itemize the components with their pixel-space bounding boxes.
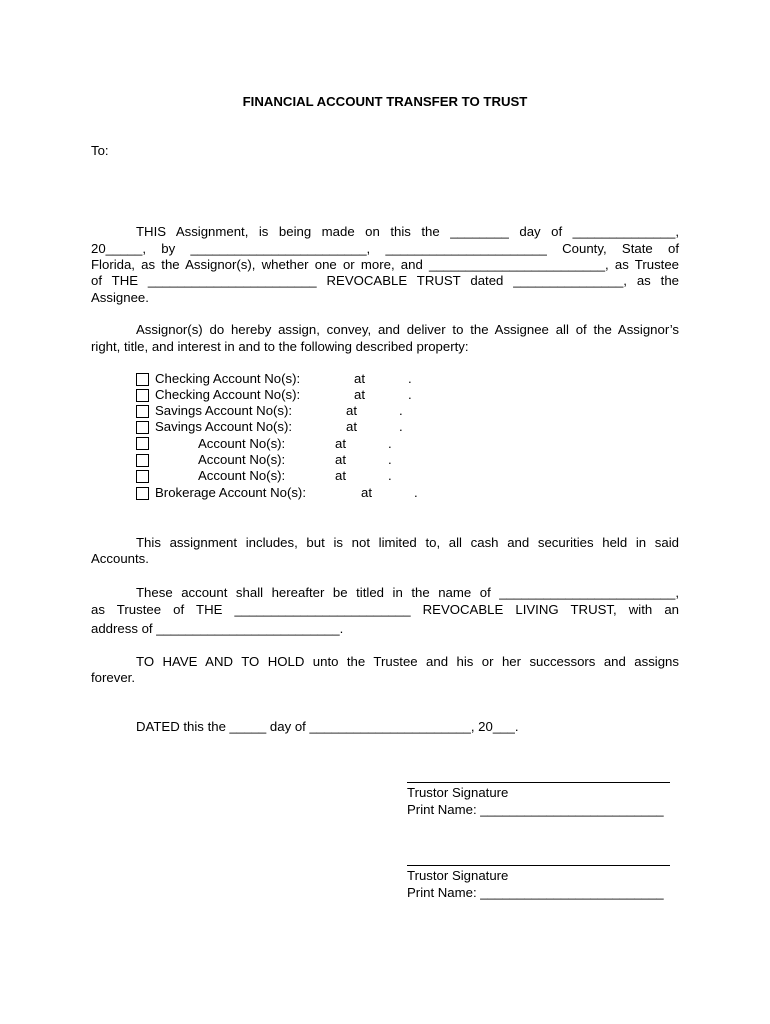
assignment-line-1: THIS Assignment, is being made on this the ________ day of ______________, [136, 224, 679, 239]
account-at: at [346, 419, 357, 434]
account-checkbox[interactable] [136, 470, 149, 483]
hold-line-1: TO HAVE AND TO HOLD unto the Trustee and his or her successors and assigns [136, 654, 679, 669]
signature-line[interactable] [407, 865, 670, 866]
account-checkbox[interactable] [136, 373, 149, 386]
account-label: Account No(s): [198, 436, 286, 451]
account-checkbox[interactable] [136, 437, 149, 450]
account-label: Checking Account No(s): [155, 371, 301, 386]
account-period: . [399, 403, 403, 418]
signature-line[interactable] [407, 782, 670, 783]
account-at: at [335, 468, 346, 483]
hold-line-2: forever. [91, 670, 135, 685]
account-at: at [335, 452, 346, 467]
account-label: Savings Account No(s): [155, 403, 293, 418]
account-period: . [408, 371, 412, 386]
account-period: . [388, 452, 392, 467]
account-label: Account No(s): [198, 468, 286, 483]
account-checkbox[interactable] [136, 421, 149, 434]
account-period: . [399, 419, 403, 434]
account-at: at [354, 387, 365, 402]
account-at: at [354, 371, 365, 386]
print-name-label: Print Name: _________________________ [407, 802, 664, 817]
account-label: Brokerage Account No(s): [155, 485, 306, 500]
account-at: at [346, 403, 357, 418]
to-label: To: [91, 143, 109, 158]
assignment-line-2: 20_____, by ________________________, ______________________ County, State of [91, 241, 679, 256]
signature-label: Trustor Signature [407, 785, 509, 800]
print-name-label: Print Name: _________________________ [407, 885, 664, 900]
assignment-line-3: Florida, as the Assignor(s), whether one or more, and ________________________, as Trustee [91, 257, 679, 272]
account-at: at [361, 485, 372, 500]
account-at: at [335, 436, 346, 451]
account-label: Savings Account No(s): [155, 419, 293, 434]
titled-line-1: These account shall hereafter be titled in the name of ________________________, [136, 585, 679, 600]
account-period: . [388, 436, 392, 451]
account-checkbox[interactable] [136, 487, 149, 500]
signature-label: Trustor Signature [407, 868, 509, 883]
includes-line-2: Accounts. [91, 551, 149, 566]
titled-line-3: address of _________________________. [91, 621, 344, 636]
convey-line-1: Assignor(s) do hereby assign, convey, and deliver to the Assignee all of the Assignor’s [136, 322, 679, 337]
includes-line-1: This assignment includes, but is not limited to, all cash and securities held in said [136, 535, 679, 550]
account-label: Checking Account No(s): [155, 387, 301, 402]
document-title: FINANCIAL ACCOUNT TRANSFER TO TRUST [242, 94, 528, 109]
account-period: . [388, 468, 392, 483]
account-period: . [408, 387, 412, 402]
assignment-line-5: Assignee. [91, 290, 149, 305]
convey-line-2: right, title, and interest in and to the following described property: [91, 339, 469, 354]
assignment-line-4: of THE _______________________ REVOCABLE TRUST dated _______________, as the [91, 273, 679, 288]
account-label: Account No(s): [198, 452, 286, 467]
account-period: . [414, 485, 418, 500]
titled-line-2: as Trustee of THE ________________________ REVOCABLE LIVING TRUST, with an [91, 602, 679, 617]
dated-line: DATED this the _____ day of ______________________, 20___. [136, 719, 519, 734]
account-checkbox[interactable] [136, 405, 149, 418]
account-checkbox[interactable] [136, 454, 149, 467]
account-checkbox[interactable] [136, 389, 149, 402]
